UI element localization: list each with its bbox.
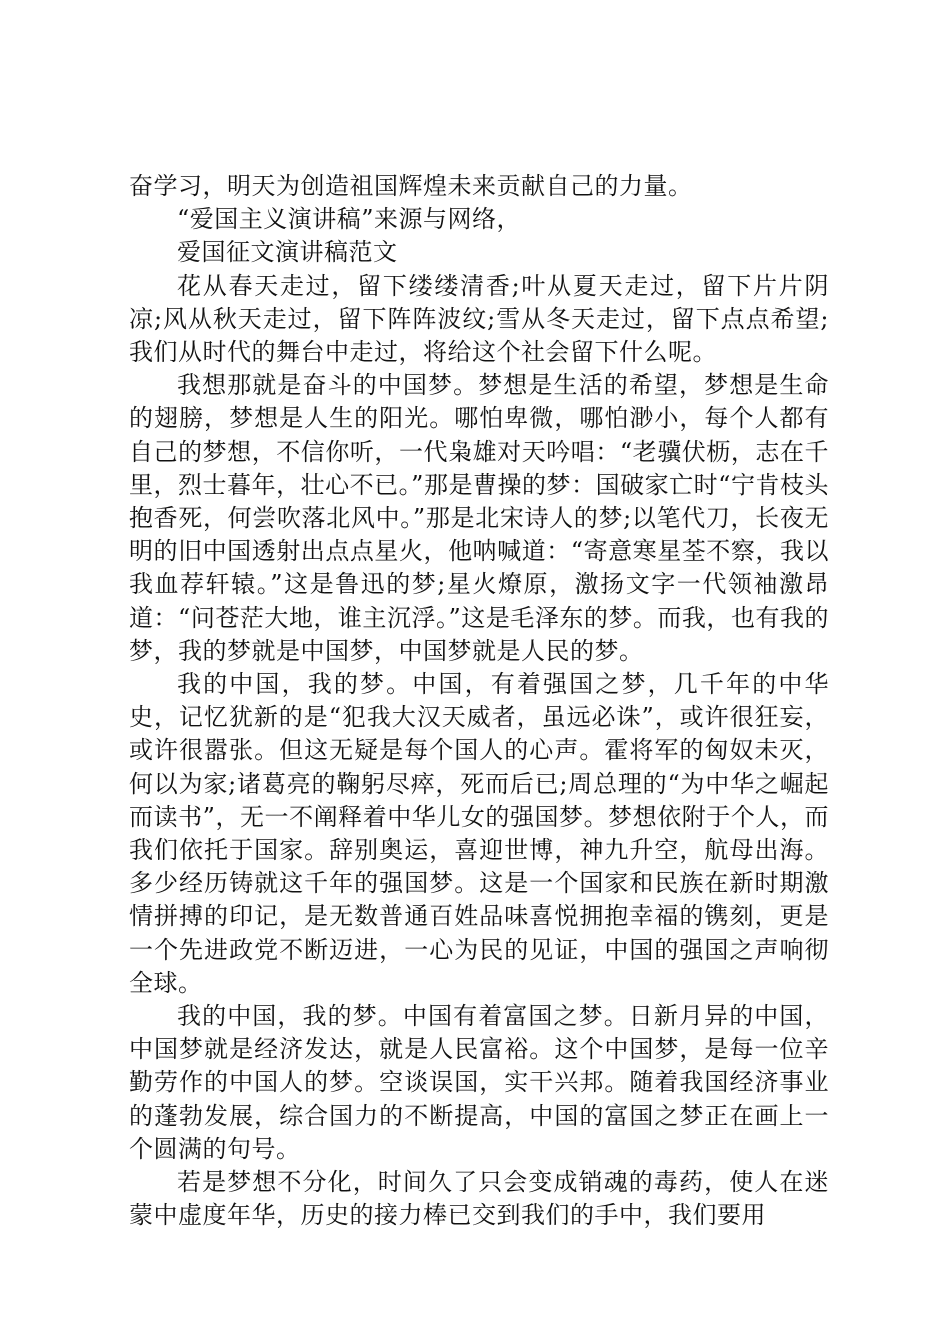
paragraph: “爱国主义演讲稿”来源与网络， — [177, 205, 522, 234]
paragraph: 奋学习，明天为创造祖国辉煌未来贡献自己的力量。 — [129, 172, 693, 200]
paragraph: 爱国征文演讲稿范文 — [177, 238, 398, 267]
paragraph: 花从春天走过，留下缕缕清香;叶从夏天走过，留下片片阴凉;风从秋天走过，留下阵阵波纹;雪从冬天走过，留下点点希望;我们从时代的舞台中走过，将给这个社会留下什么呢。 — [129, 271, 829, 367]
paragraph: 我想那就是奋斗的中国梦。梦想是生活的希望，梦想是生命的翅膀，梦想是人生的阳光。哪怕卑微，哪怕渺小，每个人都有自己的梦想，不信你听，一代枭雄对天吟唱：“老骥伏枥，志在千里，烈士暮年，壮心不已。”那是曹操的梦：国破家亡时“宁肯枝头抱香死，何尝吹落北风中。”那是北宋诗人的梦;以笔代刀，长夜无明的旧中国透射出点点星火，他呐喊道：“寄意寒星荃不察，我以我血荐轩辕。”这是鲁迅的梦;星火燎原，激扬文字一代领袖激昂道：“问苍茫大地，谁主沉浮。”这是毛泽东的梦。而我，也有我的梦，我的梦就是中国梦，中国梦就是人民的梦。 — [129, 371, 829, 665]
paragraph: 我的中国，我的梦。中国有着富国之梦。日新月异的中国，中国梦就是经济发达，就是人民富裕。这个中国梦，是每一位辛勤劳作的中国人的梦。空谈误国，实干兴邦。随着我国经济事业的蓬勃发展，综合国力的不断提高，中国的富国之梦正在画上一个圆满的句号。 — [129, 1002, 829, 1163]
paragraph: 我的中国，我的梦。中国，有着强国之梦，几千年的中华史，记忆犹新的是“犯我大汉天威者，虽远必诛”，或许很狂妄，或许很嚣张。但这无疑是每个国人的心声。霍将军的匈奴未灭，何以为家;诸葛亮的鞠躬尽瘁，死而后已;周总理的“为中华之崛起而读书”，无一不阐释着中华儿女的强国梦。梦想依附于个人，而我们依托于国家。辞别奥运，喜迎世博，神九升空，航母出海。多少经历铸就这千年的强国梦。这是一个国家和民族在新时期激情拼搏的印记，是无数普通百姓品味喜悦拥抱幸福的镌刻，更是一个先进政党不断迈进，一心为民的见证，中国的强国之声响彻全球。 — [129, 670, 829, 997]
document-body — [129, 170, 829, 1233]
paragraph: 若是梦想不分化，时间久了只会变成销魂的毒药，使人在迷蒙中虚度年华，历史的接力棒已交到我们的手中，我们要用 — [129, 1168, 829, 1230]
